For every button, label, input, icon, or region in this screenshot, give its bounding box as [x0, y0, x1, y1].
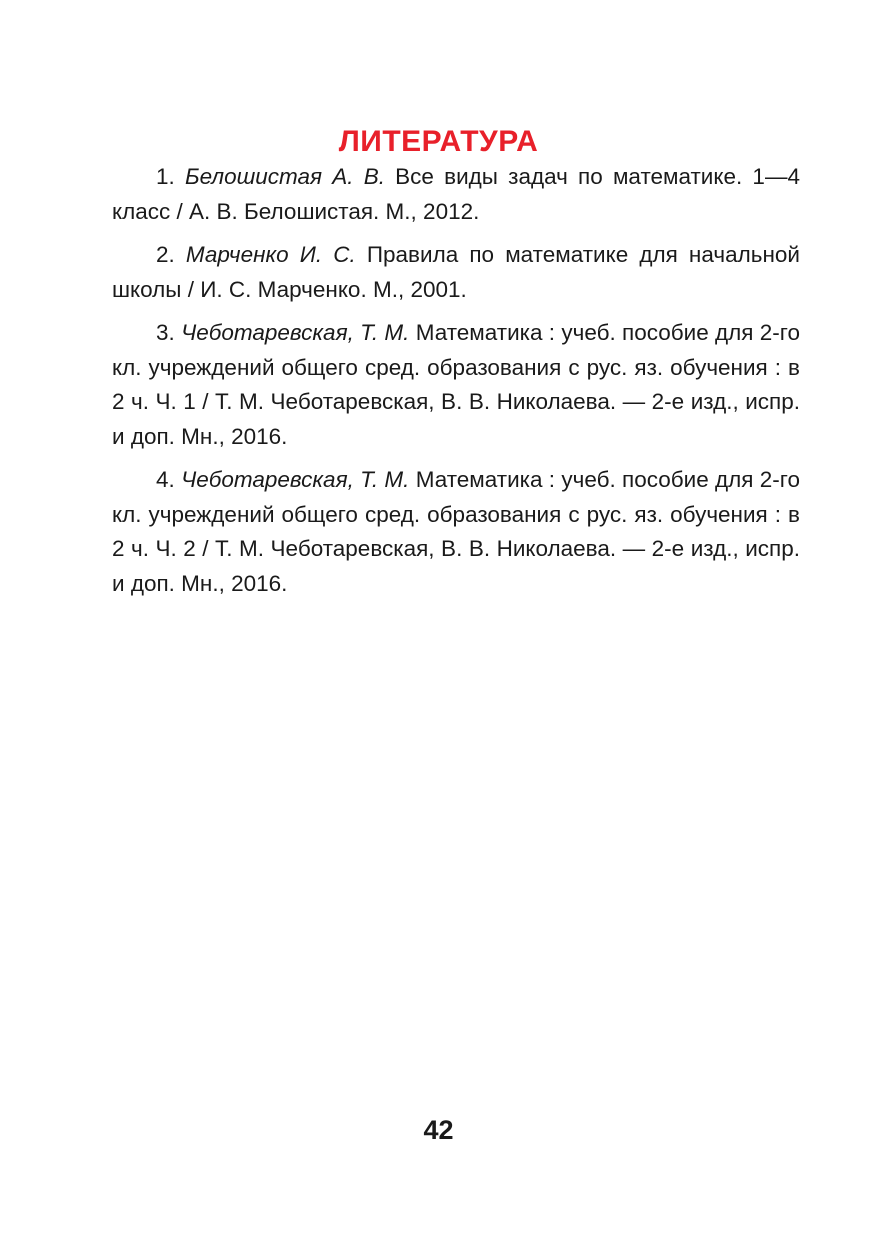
page-number: 42: [423, 1115, 454, 1145]
reference-author: Чеботаревская, Т. М.: [181, 320, 410, 345]
reference-author: Марченко И. С.: [185, 242, 356, 267]
reference-item-3: [112, 316, 800, 454]
reference-number: 4.: [156, 467, 175, 492]
reference-number: 2.: [156, 242, 175, 267]
reference-text: Правила по математике для начальной школы / И. С. Марченко. М., 2001.: [112, 242, 800, 302]
reference-number: 1.: [156, 164, 175, 189]
reference-item-2: [112, 238, 800, 307]
reference-text: Математика : учеб. пособие для 2-го кл. учреждений общего сред. образования с рус. яз. обучения : в 2 ч. Ч. 2 / Т. М. Чеботаревская, В. В. Николаева. — 2-е изд., испр. и доп. Мн., 2016.: [112, 467, 800, 596]
reference-list: [112, 160, 800, 610]
reference-author: Чеботаревская, Т. М.: [181, 467, 410, 492]
reference-item-4: [112, 463, 800, 601]
reference-number: 3.: [156, 320, 175, 345]
page-title: ЛИТЕРАТУРА: [338, 125, 539, 159]
reference-text: Все виды задач по математике. 1—4 класс / А. В. Белошистая. М., 2012.: [112, 164, 800, 224]
reference-item-1: [112, 160, 800, 229]
reference-author: Белошистая А. В.: [184, 164, 385, 189]
reference-text: Математика : учеб. пособие для 2-го кл. учреждений общего сред. образования с рус. яз. обучения : в 2 ч. Ч. 1 / Т. М. Чеботаревская, В. В. Николаева. — 2-е изд., испр. и доп. Мн., 2016.: [112, 320, 800, 449]
